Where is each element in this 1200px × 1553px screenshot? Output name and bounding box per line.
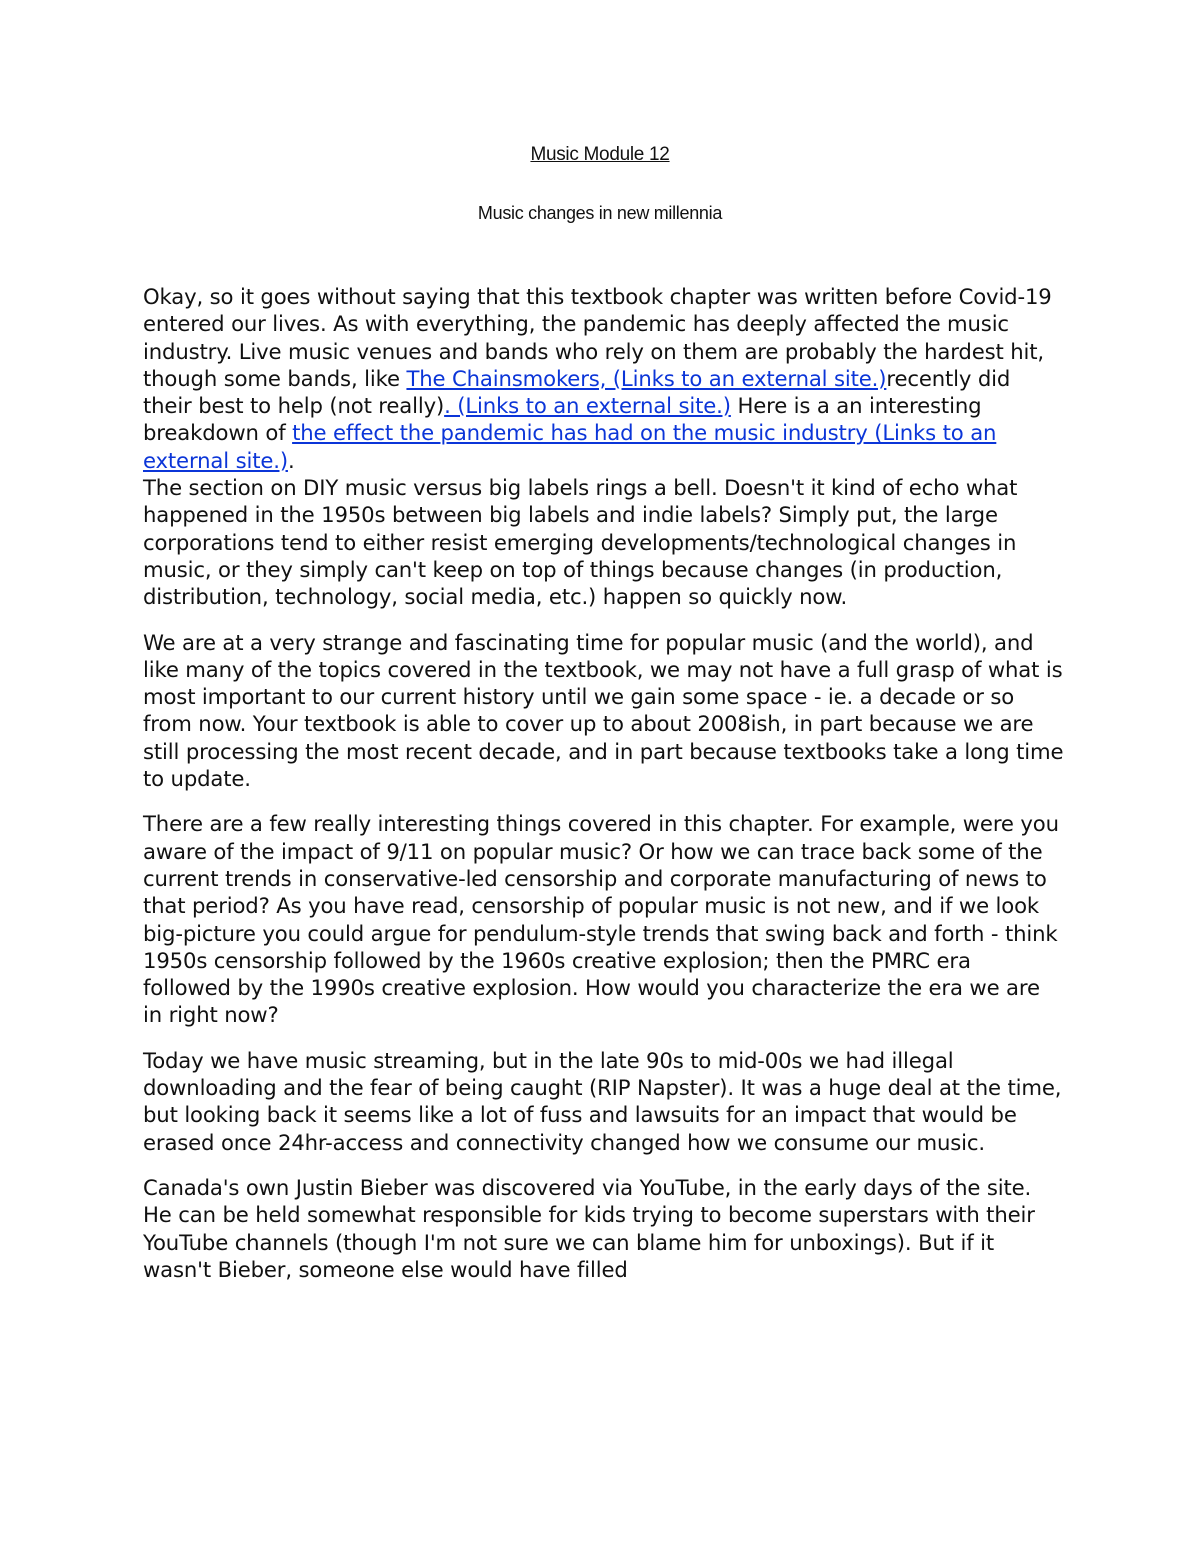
paragraph-diy: The section on DIY music versus big labels rings a bell. Doesn't it kind of echo what happened in the 1950s between big labels and indie labels? Simply put, the large corporations tend to either resist emerging developments/technological changes in music, or they simply can't keep on top of things because changes (in production, distribution, technology, social media, etc.) happen so quickly now. (143, 475, 1018, 610)
paragraph-covid (143, 283, 1065, 474)
paragraph-text: . (287, 447, 295, 473)
paragraph-chapter-topics: There are a few really interesting things covered in this chapter. For example, were you aware of the impact of 9/11 on popular music? Or how we can trace back some of the current trends in conservative-led censorship and corporate manufacturing of news to that period? As you have read, censorship of popular music is not new, and if we look big-picture you could argue for pendulum-style trends that swing back and forth - think 1950s censorship followed by the 1960s creative explosion; then the PMRC era followed by the 1990s creative explosion. How would you characterize the era we are in right now? (143, 811, 1059, 1028)
paragraph-text: Okay, so it goes without saying that this textbook chapter was written before Covid-19 entered our lives. As with everything, the pandemic has deeply affected the music industry. Live music venues and bands who rely on them are probably the hardest hit, though some bands, like (143, 284, 1052, 391)
paragraph-text: recently did their best to help (not really) (143, 365, 1011, 419)
page-title: Music Module 12 (530, 144, 670, 165)
paragraph-streaming: Today we have music streaming, but in the late 90s to mid-00s we had illegal downloading and the fear of being caught (RIP Napster). It was a huge deal at the time, but looking back it seems like a lot of fuss and lawsuits for an impact that would be erased once 24hr-access and connectivity changed how we consume our music. (143, 1047, 1062, 1155)
paragraph-strange-time: We are at a very strange and fascinating time for popular music (and the world), and like many of the topics covered in the textbook, we may not have a full grasp of what is most important to our current history until we gain some space - ie. a decade or so from now. Your textbook is able to cover up to about 2008ish, in part because we are still processing the most recent decade, and in part because textbooks take a long time to update. (143, 629, 1064, 792)
document-body (143, 283, 1065, 1301)
help-link[interactable]: . (Links to an external site.) (444, 393, 731, 419)
paragraph-text: Here is a an interesting breakdown of (143, 393, 982, 446)
paragraph-bieber: Canada's own Justin Bieber was discovered via YouTube, in the early days of the site. He can be held somewhat responsible for kids trying to become superstars with their YouTube channels (though I'm not sure we can blame him for unboxings). But if it wasn't Bieber, someone else would have filled (143, 1174, 1035, 1282)
page-subtitle: Music changes in new millennia (477, 203, 723, 223)
pandemic-effect-link[interactable]: the effect the pandemic has had on the music industry (Links to an external site.) (143, 420, 997, 473)
chainsmokers-link[interactable]: The Chainsmokers, (Links to an external site.) (406, 365, 887, 391)
